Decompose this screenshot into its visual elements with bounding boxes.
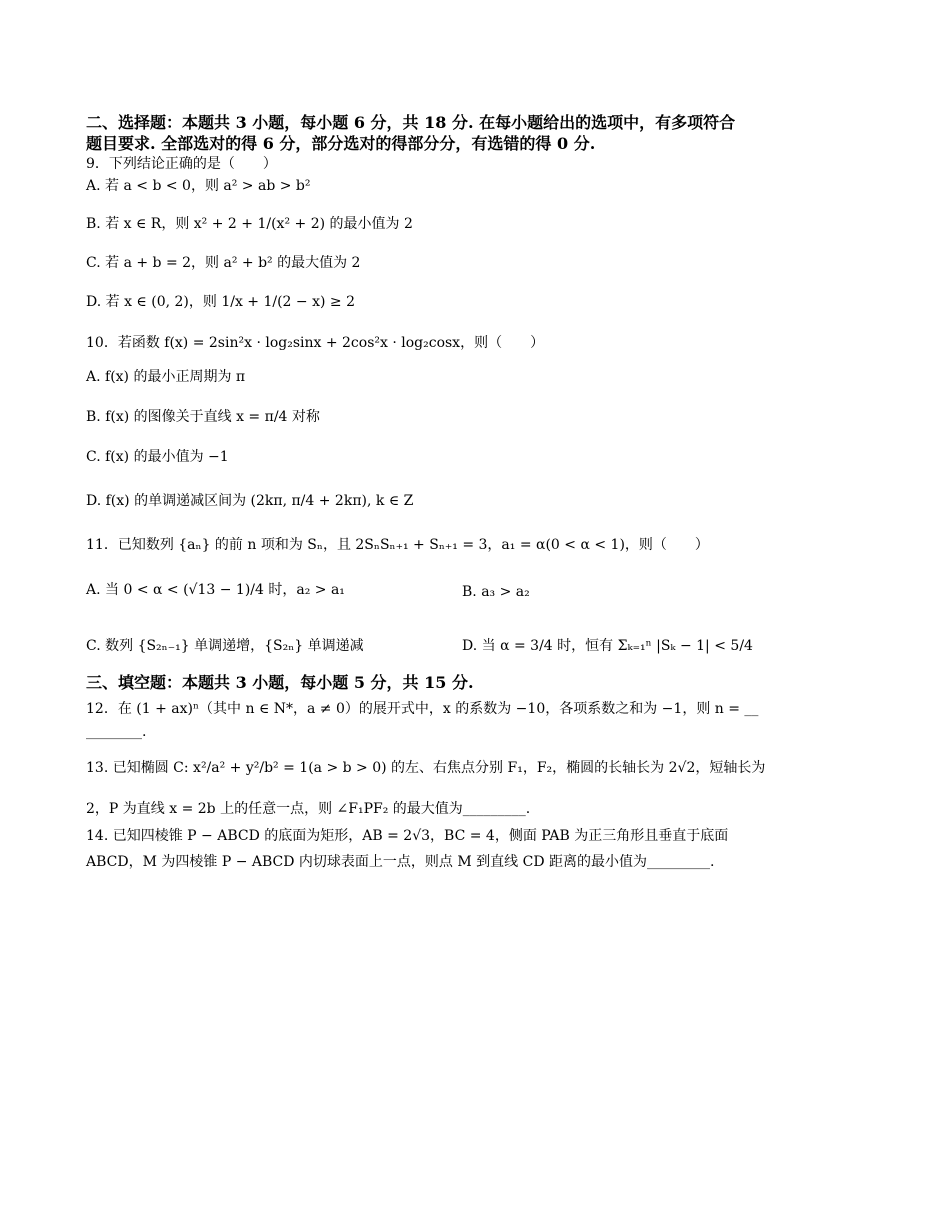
q10-option-a: A. f(x) 的最小正周期为 π xyxy=(86,369,246,385)
q10-option-b: B. f(x) 的图像关于直线 x = π/4 对称 xyxy=(86,409,320,425)
q14-line1: 14. 已知四棱锥 P − ABCD 的底面为矩形，AB = 2√3，BC = 4，侧面 PAB 为正三角形且垂直于底面 xyxy=(86,828,729,844)
q11-stem: 11．已知数列 {aₙ} 的前 n 项和为 Sₙ，且 2SₙSₙ₊₁ + Sₙ₊₁ = 3，a₁ = α(0 < α < 1)，则（ ） xyxy=(86,537,709,553)
section2-heading-line1: 二、选择题：本题共 3 小题，每小题 6 分，共 18 分. 在每小题给出的选项中，有多项符合 xyxy=(86,113,736,132)
q14-line2: ABCD，M 为四棱锥 P − ABCD 内切球表面上一点，则点 M 到直线 CD 距离的最小值为_________. xyxy=(86,854,715,870)
q9-option-b: B. 若 x ∈ R，则 x² + 2 + 1/(x² + 2) 的最小值为 2 xyxy=(86,216,413,232)
section2-heading-line2: 题目要求. 全部选对的得 6 分，部分选对的得部分分，有选错的得 0 分. xyxy=(86,134,596,153)
q9-option-a: A. 若 a < b < 0，则 a² > ab > b² xyxy=(86,178,311,194)
q11-option-c: C. 数列 {S₂ₙ₋₁} 单调递增，{S₂ₙ} 单调递减 xyxy=(86,638,364,654)
section3-heading: 三、填空题：本题共 3 小题，每小题 5 分，共 15 分. xyxy=(86,673,474,692)
q13-line2: 2，P 为直线 x = 2b 上的任意一点，则 ∠F₁PF₂ 的最大值为_________. xyxy=(86,801,531,817)
q9-option-c: C. 若 a + b = 2，则 a² + b² 的最大值为 2 xyxy=(86,255,361,271)
q9-stem: 9．下列结论正确的是（ ） xyxy=(86,156,277,172)
q10-stem: 10．若函数 f(x) = 2sin²x · log₂sinx + 2cos²x · log₂cosx，则（ ） xyxy=(86,335,545,351)
q11-option-d: D. 当 α = 3/4 时，恒有 Σₖ₌₁ⁿ |Sₖ − 1| < 5/4 xyxy=(462,638,753,654)
q10-option-c: C. f(x) 的最小值为 −1 xyxy=(86,449,229,465)
q11-option-a: A. 当 0 < α < (√13 − 1)/4 时，a₂ > a₁ xyxy=(86,582,345,598)
q12-line1: 12．在 (1 + ax)ⁿ（其中 n ∈ N*，a ≠ 0）的展开式中，x 的系数为 −10，各项系数之和为 −1，则 n = __ xyxy=(86,701,759,717)
q10-option-d: D. f(x) 的单调递减区间为 (2kπ, π/4 + 2kπ), k ∈ Z xyxy=(86,493,414,509)
q13-line1: 13. 已知椭圆 C: x²/a² + y²/b² = 1(a > b > 0) 的左、右焦点分别 F₁，F₂，椭圆的长轴长为 2√2，短轴长为 xyxy=(86,760,766,776)
q11-option-b: B. a₃ > a₂ xyxy=(462,584,530,600)
q12-line2: ________. xyxy=(86,724,147,740)
q9-option-d: D. 若 x ∈ (0, 2)，则 1/x + 1/(2 − x) ≥ 2 xyxy=(86,294,355,310)
